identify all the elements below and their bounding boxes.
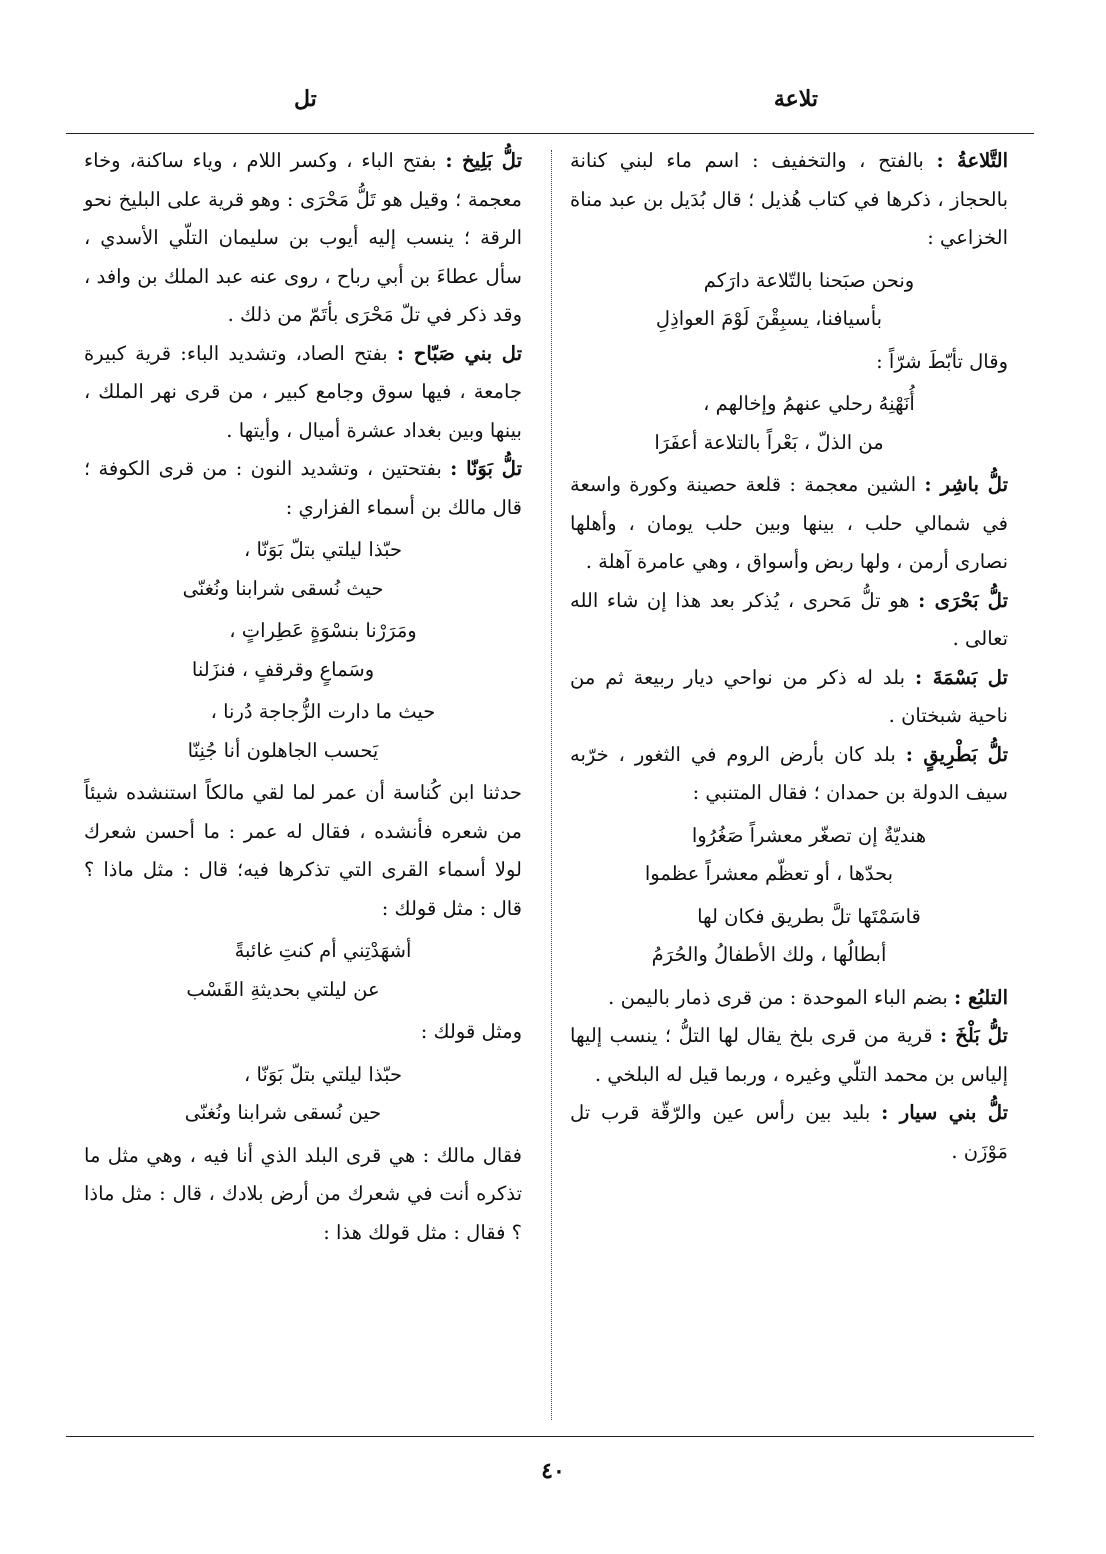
verse	[84, 693, 522, 770]
verse	[84, 1056, 522, 1133]
running-header-right: تلاعة	[773, 86, 818, 112]
entry-text: بفتح الصاد، وتشديد الباء: قرية كبيرة جامعة ، فيها سوق وجامع كبير ، من قرى نهر الملك ، بينها وبين بغداد عشرة أميال ، وأيتها .	[84, 341, 522, 442]
page-number: ٤٠	[541, 1458, 565, 1484]
entry-text: بلد له ذكر من نواحي ديار ربيعة ثم من ناحية شبختان .	[570, 665, 1008, 727]
entry-text: بفتحتين ، وتشديد النون : من قرى الكوفة ؛ قال مالك بن أسماء الفزاري :	[84, 457, 522, 519]
verse-hemistich-2: من الذلّ ، بَعْراً بالتلاعة أعفَرَا	[654, 430, 884, 454]
verse	[84, 612, 522, 689]
entry-text: بلد كان بأرض الروم في الثغور ، خرّبه سيف الدولة بن حمدان ؛ فقال المتنبي :	[570, 742, 1008, 804]
entry-text: وقال تأبّطَ شرّاً :	[876, 349, 1008, 373]
entry-headword: تلُّ بَحْرَى :	[918, 588, 1008, 612]
entry-text: ومثل قولك :	[420, 1020, 522, 1043]
entry-headword: تلُّ بَلِيخ :	[445, 149, 523, 172]
verse-hemistich-1: قاسَمْتَها تلَّ بطريق فكان لها	[697, 904, 921, 928]
entry-headword: التَّلاعةُ :	[936, 149, 1008, 172]
entry-headword: تل بني صَبّاح :	[396, 341, 523, 365]
verse-hemistich-2: وسَماعٍ وقرقفٍ ، فنزَلنا	[191, 657, 375, 681]
dictionary-entry	[570, 1017, 1008, 1094]
verse-hemistich-2: أبطالُها ، ولك الأطفالُ والحُرَمُ	[651, 943, 887, 966]
entry-headword: تل بَسْمَةَ :	[914, 665, 1008, 689]
entry-text: قرية من قرى بلخ يقال لها التلُّ ؛ ينسب إليها إلياس بن محمد التلّي وغيره ، وربما قيل له البلخي .	[570, 1024, 1008, 1086]
entry-text: بليد بين رأس عين والرّقّة قرب تل مَوْزَن .	[570, 1101, 1008, 1163]
dictionary-entry	[570, 659, 1008, 736]
verse	[570, 262, 1008, 339]
running-header-left: تل	[294, 86, 317, 112]
entry-headword: تلُّ بَوَنّا :	[450, 457, 522, 480]
verse	[570, 385, 1008, 462]
verse-hemistich-1: حبّذا ليلتي بتلّ بَوَنّا ،	[243, 538, 403, 561]
entry-text: فقال مالك : هي قرى البلد الذي أنا فيه ، وهي مثل ما تذكره أنت في شعرك من أرض بلادك ، قال : مثل ماذا ؟ فقال : مثل قولك هذا :	[84, 1143, 522, 1244]
entry-headword: تلُّ بَطْرِيقٍ :	[905, 742, 1008, 766]
dictionary-entry	[570, 466, 1008, 582]
column-divider	[551, 150, 552, 1420]
verse-hemistich-2: حين نُسقى شرابنا ونُغنّى	[184, 1101, 382, 1124]
left-column	[84, 142, 522, 1252]
entry-headword: تلُّ بَلْخَ :	[940, 1024, 1008, 1047]
right-column	[570, 142, 1008, 1171]
entry-text: هو تلُّ مَحرى ، يُذكر بعد هذا إن شاء الله تعالى .	[570, 588, 1008, 650]
verse-hemistich-1: أُنَهْنِهُ رحلي عنهمُ وإخالهم ،	[703, 392, 915, 415]
dictionary-entry	[84, 142, 522, 335]
entry-text: بضم الباء الموحدة : من قرى ذمار باليمن .	[608, 985, 948, 1009]
entry-headword: تلُّ بني سيار :	[881, 1101, 1009, 1124]
dictionary-entry	[84, 450, 522, 527]
verse-hemistich-1: حيث ما دارت الزُّجاجة دُرنا ،	[210, 700, 436, 723]
dictionary-entry	[84, 1013, 522, 1052]
verse-hemistich-2: يَحسب الجاهلون أنا جُنِنّا	[187, 738, 379, 762]
verse-hemistich-1: ونحن صبَحنا بالتّلاعة دارَكم	[703, 268, 915, 292]
dictionary-entry	[570, 343, 1008, 382]
verse	[570, 898, 1008, 975]
dictionary-entry	[570, 979, 1008, 1018]
entry-text: بفتح الباء ، وكسر اللام ، وياء ساكنة، وخاء معجمة ؛ وقيل هو تَلُّ مَحْرَى : وهو قرية على البليخ نحو الرقة ؛ ينسب إليه أيوب بن سليمان التلّي الأسدي ، سأل عطاءَ بن أبي رباح ، روى عنه عبد الملك بن وافد ، وقد ذكر في تلّ مَحْرَى بأتَمّ من ذلك .	[84, 149, 522, 326]
verse-hemistich-1: أشهَدْتِني أم كنتِ غائبةً	[234, 939, 412, 962]
dictionary-entry	[570, 582, 1008, 659]
verse	[84, 531, 522, 608]
bottom-rule	[66, 1436, 1034, 1437]
verse-hemistich-2: عن ليلتي بحديثةِ القَسْب	[186, 977, 380, 1001]
verse-hemistich-2: بأسيافنا، يسبِقْنَ لَوْمَ العواذِلِ	[655, 307, 883, 330]
dictionary-entry	[570, 142, 1008, 258]
verse-hemistich-2: بحدّها ، أو تعظّم معشراً عظموا	[644, 862, 894, 885]
dictionary-entry	[570, 1094, 1008, 1171]
entry-text: حدثنا ابن كُناسة أن عمر لما لقي مالكاً استنشده شيئاً من شعره فأنشده ، فقال له عمر : ما أحسن شعرك لولا أسماء القرى التي تذكرها فيه؛ قال : مثل ماذا ؟ قال : مثل قولك :	[84, 781, 522, 920]
dictionary-entry	[570, 736, 1008, 813]
top-rule	[66, 133, 1034, 134]
dictionary-entry	[84, 774, 522, 928]
verse	[84, 932, 522, 1009]
entry-headword: التلبُع :	[954, 985, 1008, 1009]
entry-headword: تلُّ باشِر :	[924, 473, 1008, 496]
dictionary-entry	[84, 335, 522, 451]
verse-hemistich-1: ومَرَرْنا بنسْوَةٍ عَطِراتٍ ،	[229, 619, 417, 642]
verse-hemistich-2: حيث نُسقى شرابنا ونُغنّى	[182, 576, 384, 600]
verse-hemistich-1: حبّذا ليلتي بتلّ بَوَنّا ،	[243, 1062, 403, 1086]
verse	[570, 817, 1008, 894]
dictionary-entry	[84, 1137, 522, 1253]
verse-hemistich-1: هنديّةٌ إن تصغّر معشراً صَغُرُوا	[691, 823, 927, 847]
entry-text: الشين معجمة : قلعة حصينة وكورة واسعة في شمالي حلب ، بينها وبين حلب يومان ، وأهلها نصارى أرمن ، ولها ربض وأسواق ، وهي عامرة آهلة .	[570, 473, 1008, 573]
entry-text: بالفتح ، والتخفيف : اسم ماء لبني كنانة بالحجاز ، ذكرها في كتاب هُذيل ؛ قال بُدَيل بن عبد مناة الخزاعي :	[570, 149, 1008, 249]
